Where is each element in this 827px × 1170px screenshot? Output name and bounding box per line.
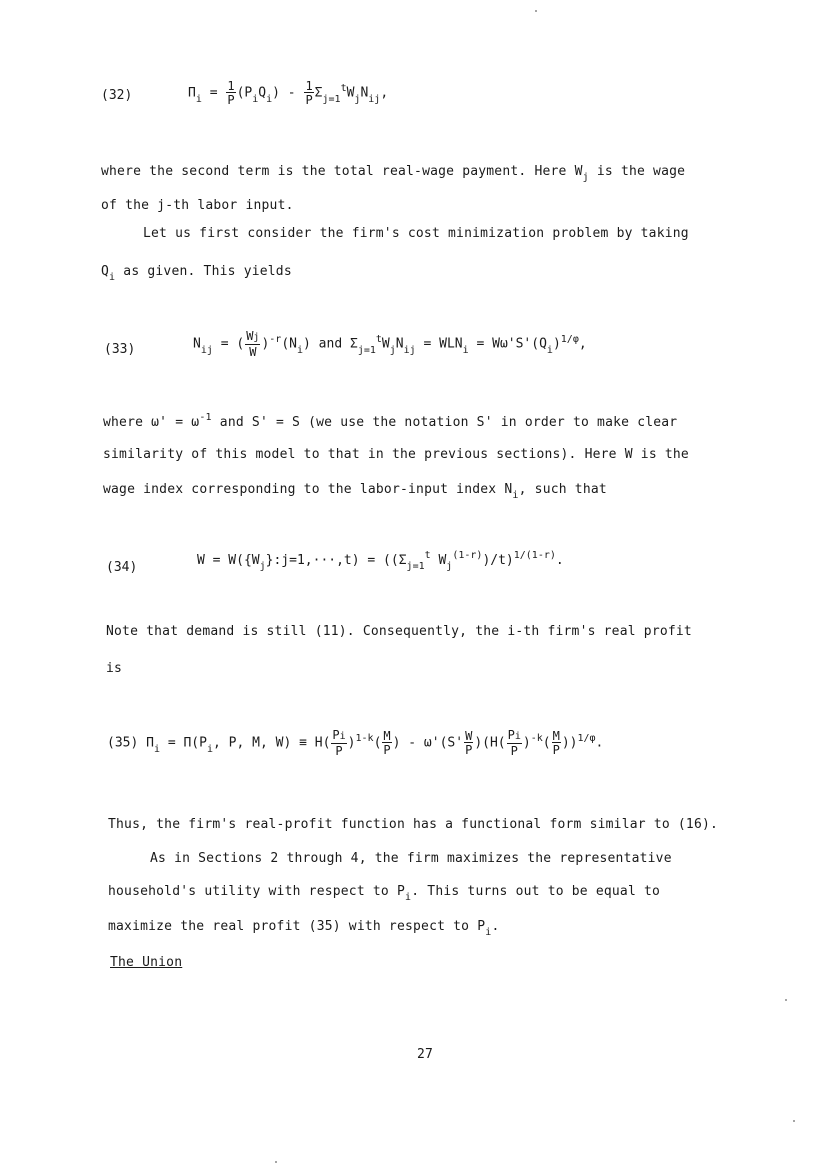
paragraph-line: Let us first consider the firm's cost minimization problem by taking (143, 226, 689, 241)
paragraph-line: wage index corresponding to the labor-input index $N_i$, such that (103, 482, 607, 501)
paragraph-line: similarity of this model to that in the previous sections). Here W is the (103, 447, 689, 462)
paragraph-line: As in Sections 2 through 4, the firm maximizes the representative (150, 851, 672, 866)
equation-number-34: (34) (106, 560, 138, 575)
equation-number-33: (33) (104, 342, 136, 357)
scan-speck (535, 10, 537, 12)
equation-34: $W = W(\{W_j\}:j=1,\cdot\cdot\cdot,t) = ((\Sigma_{j=1}^t$ $W_j^{(1-r)})/t)^{1/(1-r)}$. (197, 550, 564, 572)
scan-speck (785, 999, 787, 1001)
equation-35: (35) $\Pi_i = \Pi(P_i$, P, M, W) ≡ H( $\frac{Pi}{P}$ )$^{1-k}$( $\frac{M}{P}$ ) - ω'(S' $\frac{W}{P}$ )(H( $\frac{Pi}{P}$ )$^{-k}$( $\frac{M}{P}$ ))$^{1/\varphi}$. (107, 728, 604, 758)
equation-33: $N_{ij}$ = ( $\frac{Wj}{W}$ )$^{-r}(N_i)$ and $\Sigma_{j=1}^tW_jN_{ij} = WLN_i = W\omega'S'(Q_i)^{1/\varphi}$, (193, 329, 587, 359)
page-number: 27 (417, 1047, 434, 1062)
paragraph-line: Note that demand is still (11). Consequently, the i-th firm's real profit (106, 624, 692, 639)
paragraph-line: of the j-th labor input. (101, 198, 294, 213)
scan-speck (275, 1161, 277, 1163)
equation-number-32: (32) (101, 88, 133, 103)
paragraph-line: where the second term is the total real-wage payment. Here $W_j$ is the wage (101, 164, 686, 183)
paragraph-line: is (106, 661, 123, 676)
paragraph-line: Thus, the firm's real-profit function has a functional form similar to (16). (108, 817, 719, 832)
paragraph-line: $Q_i$ as given. This yields (101, 264, 292, 283)
section-heading: The Union (110, 955, 183, 970)
scan-speck (793, 1120, 795, 1122)
equation-32: $\Pi_i$ = $\frac{1}{P}$ $(P_iQ_i)$ - $\frac{1}{P}$ $\Sigma_{j=1}^tW_jN_{ij}$, (188, 79, 389, 107)
paragraph-line: maximize the real profit (35) with respect to $P_i$. (108, 919, 500, 938)
paragraph-line: where $\omega' = \omega^{-1}$ and S' = S (we use the notation S' in order to make clear (103, 412, 678, 430)
paragraph-line: household's utility with respect to $P_i$. This turns out to be equal to (108, 884, 661, 903)
